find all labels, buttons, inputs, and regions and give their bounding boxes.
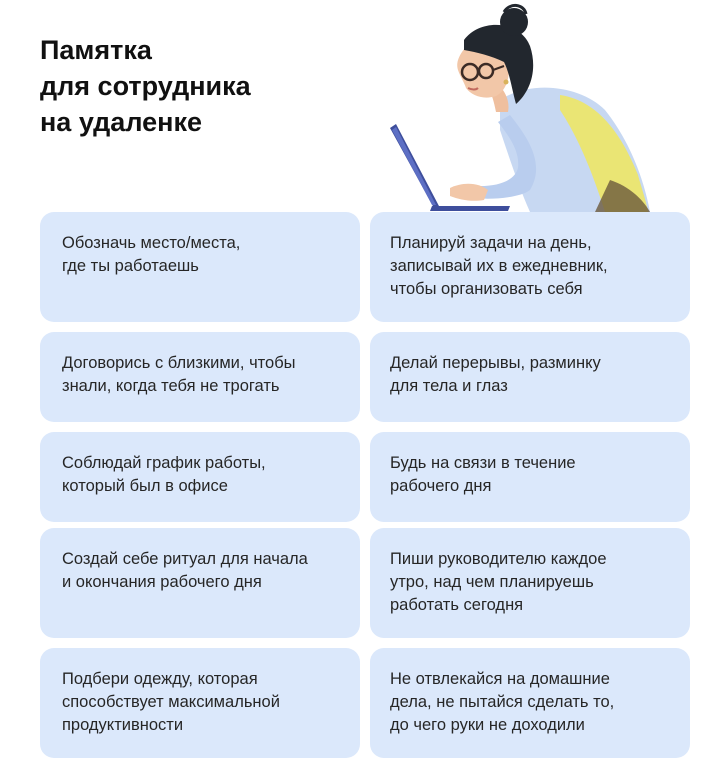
tip-card-no-distractions: Не отвлекайся на домашние дела, не пытайся сделать то, до чего руки не доходили	[370, 648, 690, 758]
tip-card-plan-tasks: Планируй задачи на день, записывай их в ежедневник, чтобы организовать себя	[370, 212, 690, 322]
tip-card-breaks: Делай перерывы, разминку для тела и глаз	[370, 332, 690, 422]
tip-card-stay-connected: Будь на связи в течение рабочего дня	[370, 432, 690, 522]
tip-card-report-manager: Пиши руководителю каждое утро, над чем планируешь работать сегодня	[370, 528, 690, 638]
page-title: Памятка для сотрудника на удаленке	[40, 35, 251, 137]
tip-card-clothing: Подбери одежду, которая способствует максимальной продуктивности	[40, 648, 360, 758]
tip-card-family-agreement: Договорись с близкими, чтобы знали, когда тебя не трогать	[40, 332, 360, 422]
tip-card-workplace: Обозначь место/места, где ты работаешь	[40, 212, 360, 322]
tip-card-schedule: Соблюдай график работы, который был в офисе	[40, 432, 360, 522]
woman-with-laptop-illustration	[380, 0, 680, 215]
tip-card-ritual: Создай себе ритуал для начала и окончания рабочего дня	[40, 528, 360, 638]
